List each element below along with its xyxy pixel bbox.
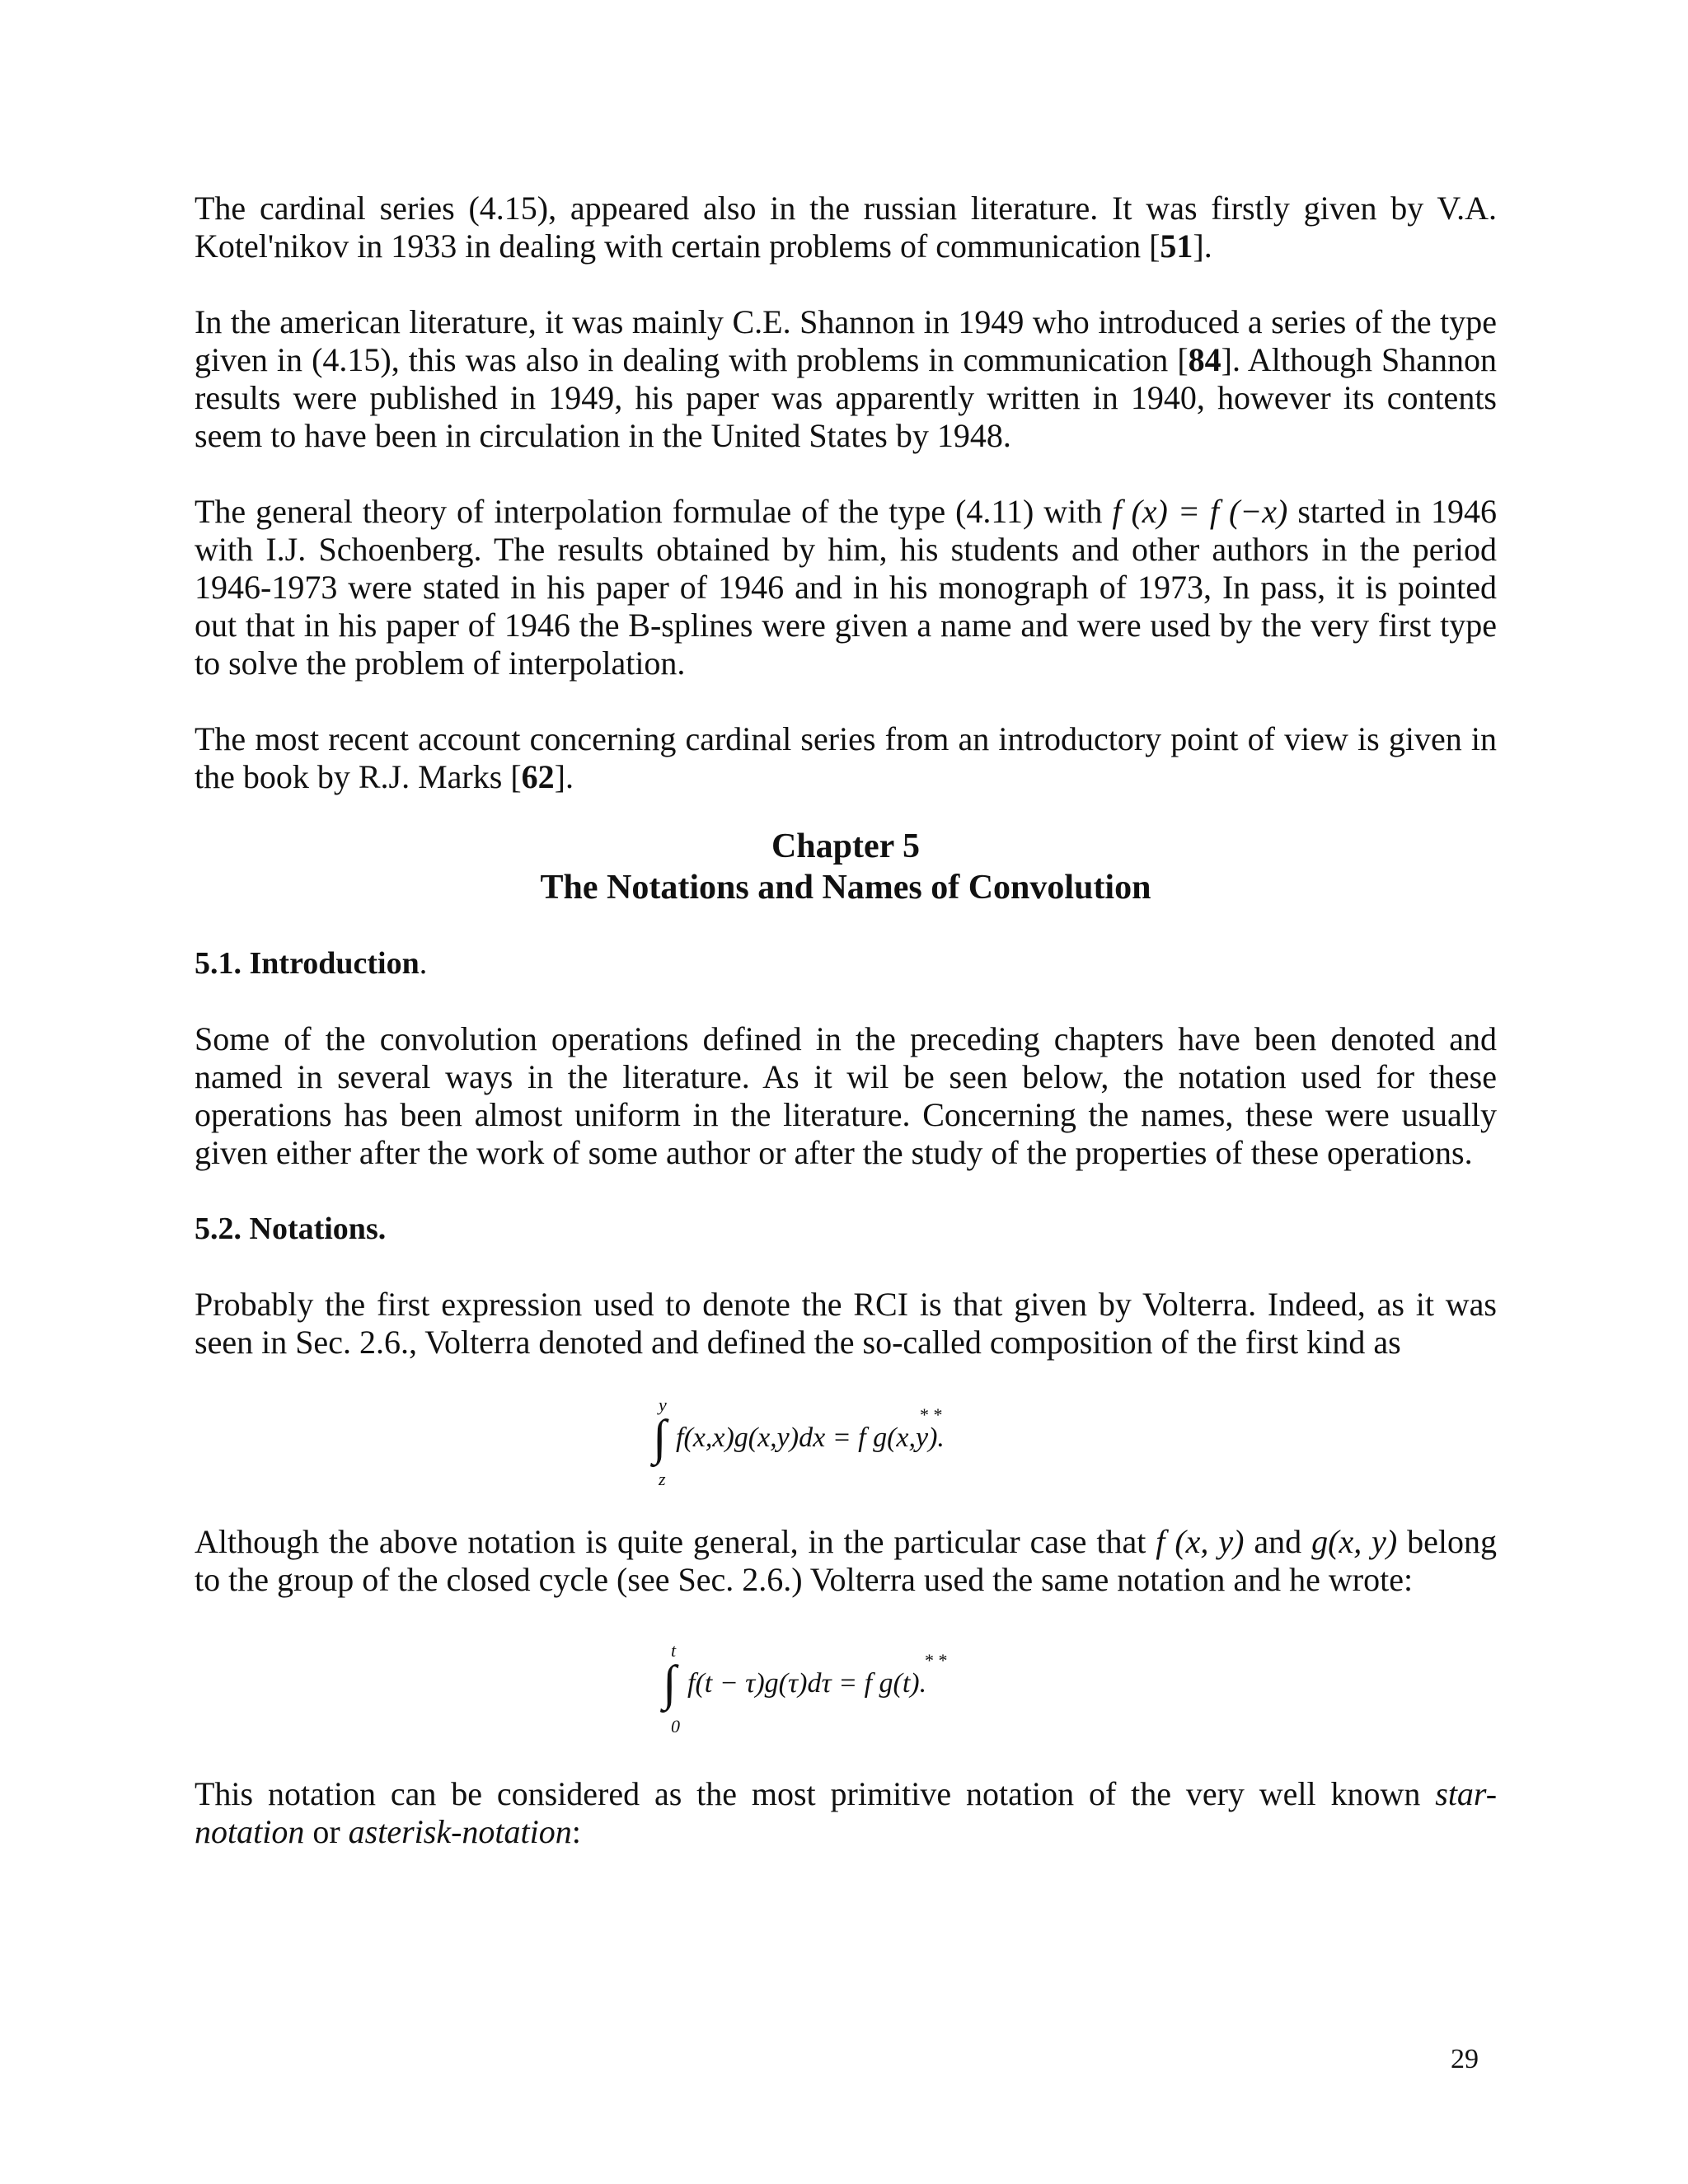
paragraph-text: or (312, 1813, 340, 1850)
section-heading-notations: 5.2. Notations. (195, 1212, 387, 1246)
paragraph-text: : (571, 1813, 581, 1850)
page-content (195, 190, 1497, 1851)
paragraph-text: The most recent account concerning cardinal series from an introductory point of view is given in the book by R.J. Marks [ (195, 720, 1497, 795)
paragraph-text: and (1254, 1523, 1302, 1560)
inline-math: g(x, y) (1311, 1523, 1398, 1560)
integral-sign: ∫ (663, 1656, 677, 1710)
citation-ref: 51 (1160, 227, 1193, 265)
citation-ref: 62 (521, 758, 555, 795)
italic-term: star-notation (195, 1775, 1498, 1850)
paragraph-text: ]. (554, 758, 574, 795)
chapter-title: The Notations and Names of Convolution (540, 869, 1151, 907)
inline-math: f (x, y) (1156, 1523, 1245, 1560)
composition-stars: * * (920, 1404, 943, 1425)
paragraph-text: The general theory of interpolation formulae of the type (4.11) with (195, 493, 1103, 530)
integral-sign: ∫ (653, 1410, 667, 1465)
paragraph-text: This notation can be considered as the most primitive notation of the very well known (195, 1775, 1421, 1812)
paragraph-star-notation (195, 1775, 1497, 1851)
equation-body: f(t − τ)g(τ)dτ = f g(t). (687, 1668, 927, 1699)
integral-upper-limit: t (671, 1640, 677, 1661)
equation-2 (195, 1640, 1497, 1739)
paragraph-marks (195, 720, 1497, 796)
paragraph-text: Although the above notation is quite general, in the particular case that (195, 1523, 1146, 1560)
equation-1 (195, 1394, 1497, 1493)
paragraph-closed-cycle (195, 1523, 1497, 1599)
paragraph-text: ]. Although Shannon results were published in 1949, his paper was apparently written in 1940, however its contents seem to have been in circulation in the United States by 1948. (195, 341, 1497, 454)
paragraph-cardinal-series (195, 190, 1497, 265)
page-number: 29 (1451, 2044, 1479, 2074)
citation-ref: 84 (1188, 341, 1221, 378)
italic-term: asterisk-notation (348, 1813, 572, 1850)
integral-lower-limit: 0 (671, 1716, 680, 1736)
section-label: 5.1. Introduction (195, 946, 420, 981)
paragraph-volterra: Probably the first expression used to denote the RCI is that given by Volterra. Indeed, as it was seen in Sec. 2.6., Volterra denoted and defined the so-called composition of the first kind as (195, 1286, 1497, 1361)
composition-stars: * * (925, 1650, 948, 1671)
paragraph-text: The cardinal series (4.15), appeared also in the russian literature. It was firstly given by V.A. Kotel'nikov in 1933 in dealing with certain problems of communication [ (195, 190, 1497, 265)
paragraph-text: ]. (1193, 227, 1212, 265)
paragraph-schoenberg (195, 493, 1497, 682)
paragraph-text: belong to the group of the closed cycle (see Sec. 2.6.) Volterra used the same notation and he wrote: (195, 1523, 1498, 1598)
paragraph-text: started in 1946 with I.J. Schoenberg. The results obtained by him, his students and other authors in the period 1946-1973 were stated in his paper of 1946 and in his monograph of 1973, In pass, it is pointed out that in his paper of 1946 the B-splines were given a name and were used by the very first type to solve the problem of interpolation. (195, 493, 1498, 682)
section-heading-introduction (195, 944, 1497, 982)
integral-lower-limit: z (659, 1469, 666, 1489)
section-dot: . (419, 946, 428, 981)
equation-body: f(x,x)g(x,y)dx = f g(x,y). (676, 1422, 945, 1453)
paragraph-text: In the american literature, it was mainly C.E. Shannon in 1949 who introduced a series of the type given in (4.15), this was also in dealing with problems in communication [ (195, 303, 1497, 378)
paragraph-shannon (195, 303, 1497, 455)
chapter-number: Chapter 5 (771, 827, 921, 865)
paragraph-introduction: Some of the convolution operations defined in the preceding chapters have been denoted and named in several ways in the literature. As it wil be seen below, the notation used for these operations has been almost uniform in the literature. Concerning the names, these were usually given either after the work of some author or after the study of the properties of these operations. (195, 1020, 1497, 1171)
integral-upper-limit: y (659, 1394, 667, 1415)
inline-math: f (x) = f (−x) (1112, 493, 1288, 530)
